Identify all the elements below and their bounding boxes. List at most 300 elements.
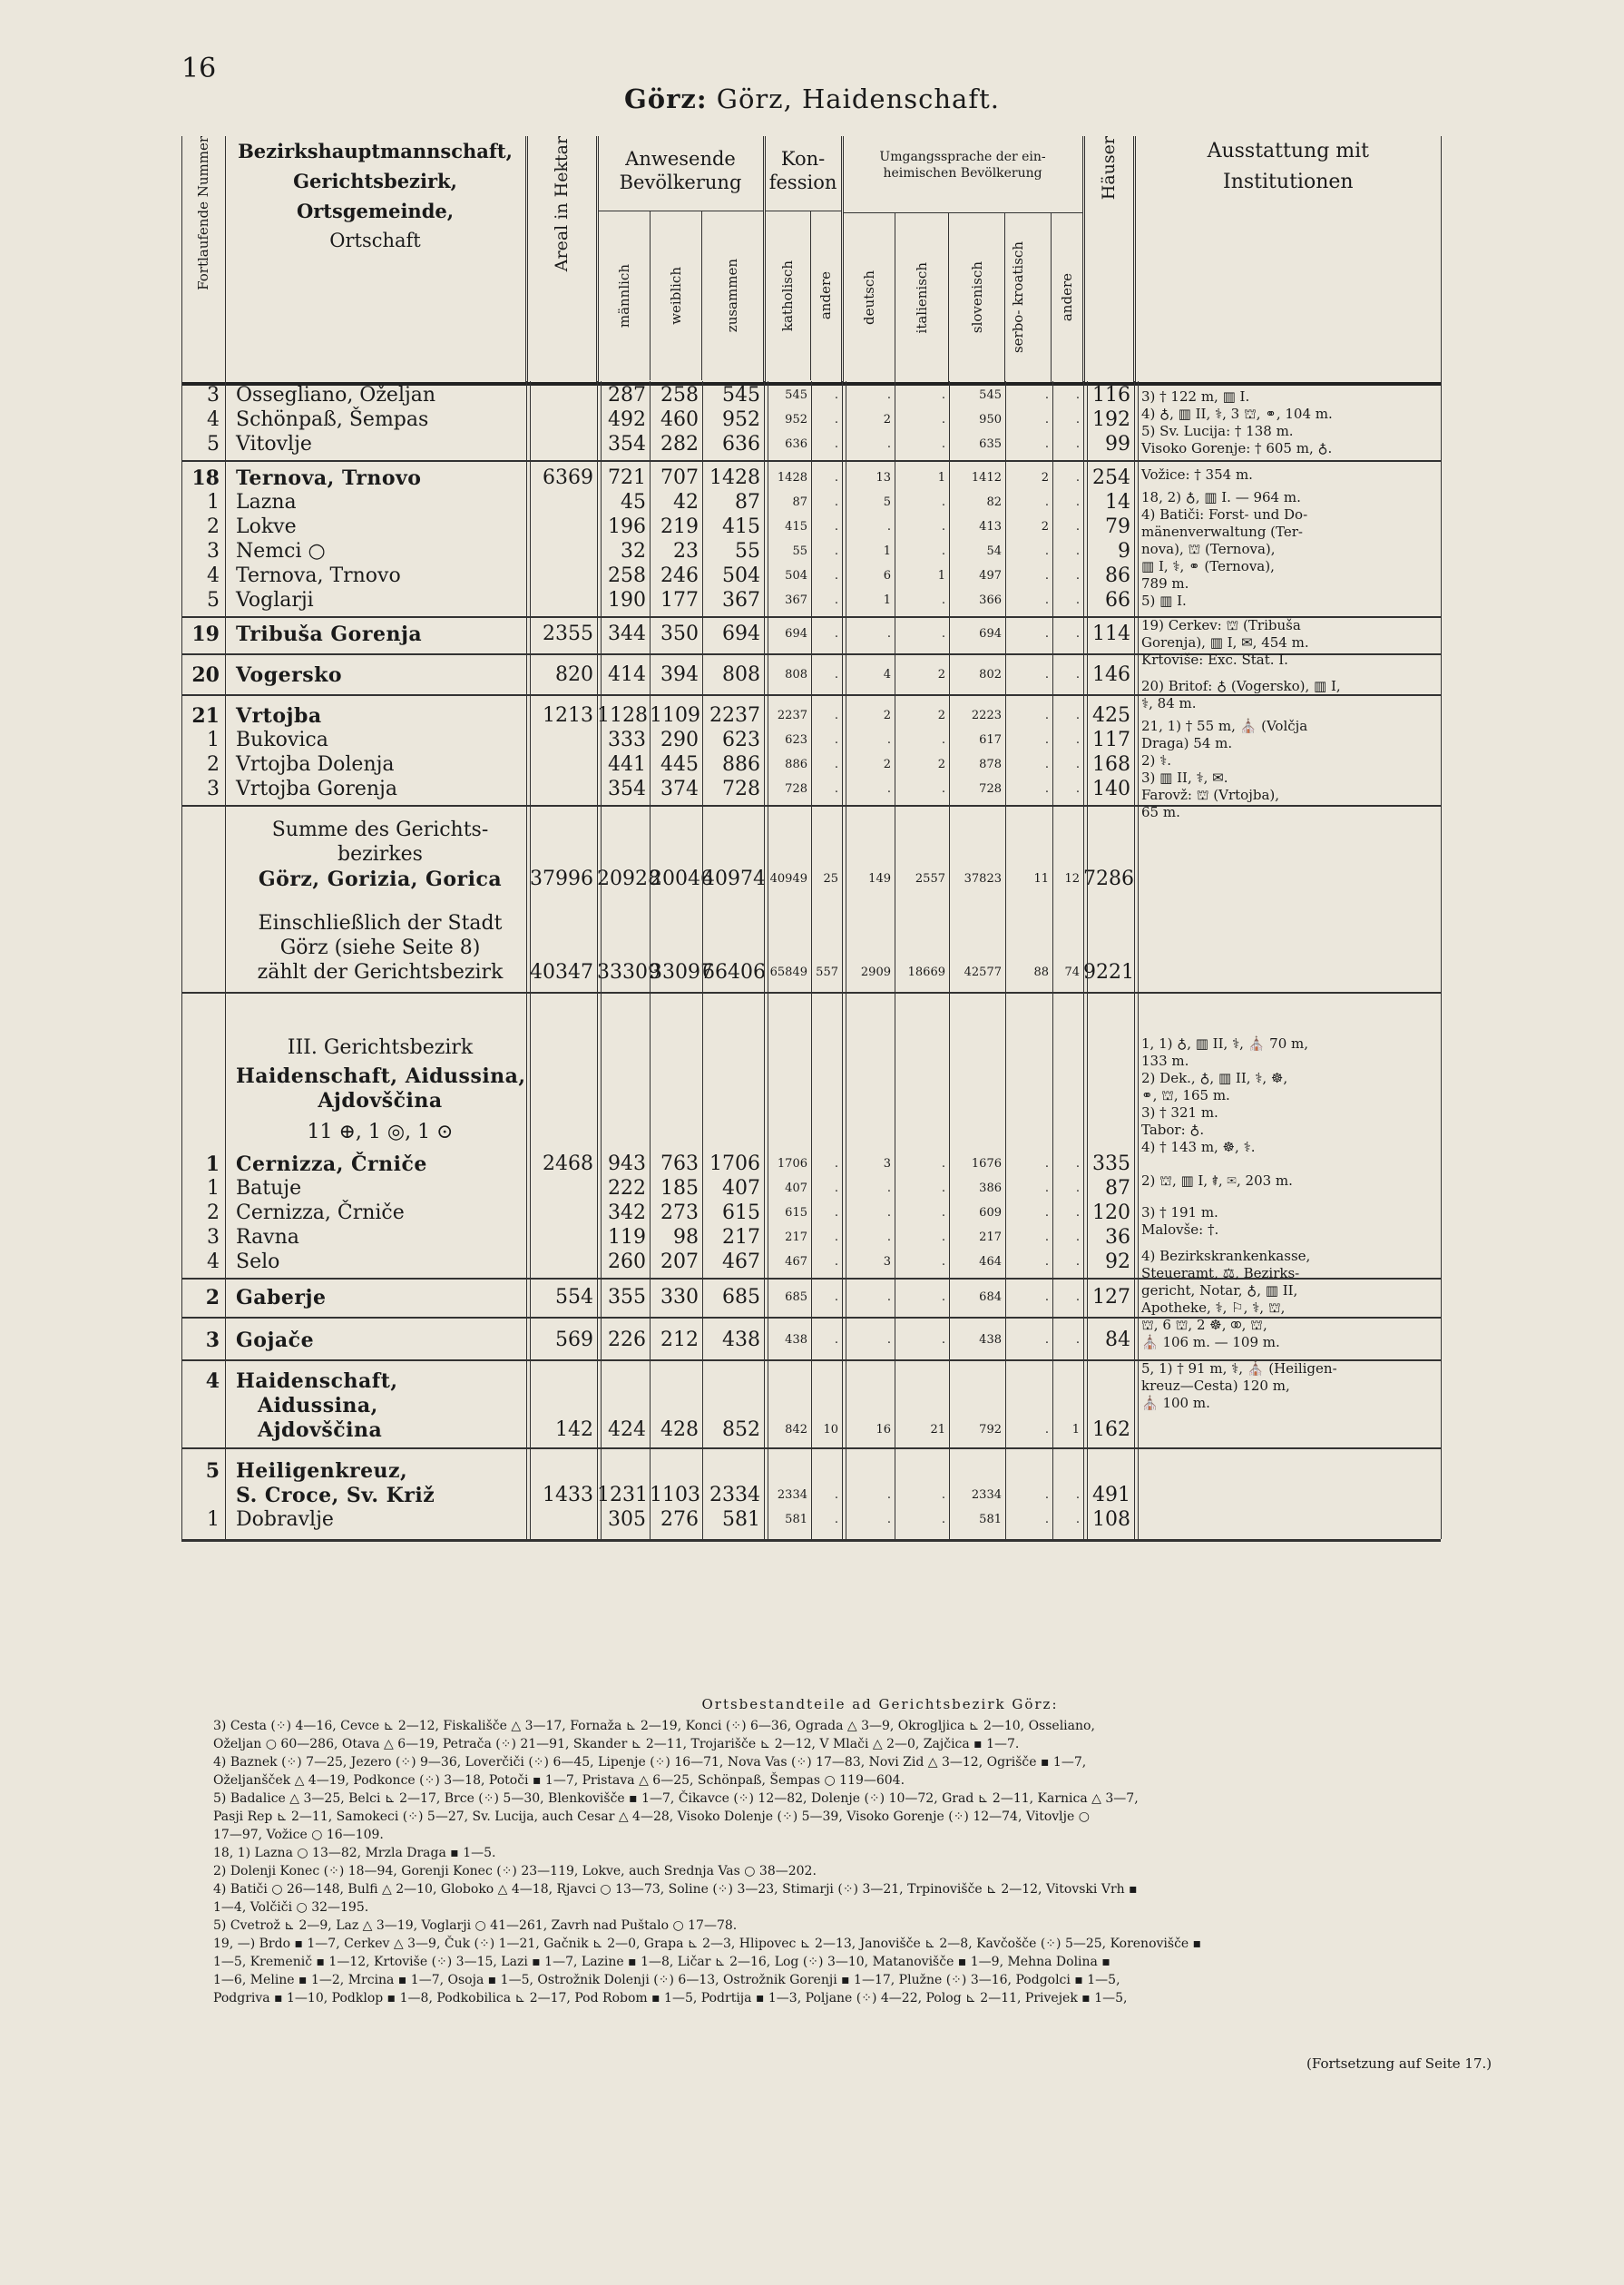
institution-entry: 5) ▥ I. bbox=[1141, 593, 1187, 609]
value-i: 21 bbox=[930, 1423, 945, 1437]
footnote-line: 19, —) Brdo ▪ 1—7, Cerkev △ 3—9, Čuk (⁘) 1—21, Gačnik ⊾ 2—0, Grapa ⊾ 2—3, Hlipovec ⊾ 2—13, Janovišče ⊾ 2—8, Kavčošče (⁘) 5—25, Korenovišče ▪ bbox=[213, 1937, 1202, 1951]
header-zusammen: zusammen bbox=[724, 259, 741, 333]
value-sk: . bbox=[1044, 627, 1049, 641]
column-divider bbox=[811, 381, 813, 1539]
value-a: 10 bbox=[823, 1423, 838, 1437]
value-a: . bbox=[834, 495, 838, 509]
areal-value: 1433 bbox=[543, 1484, 593, 1506]
value-d: 16 bbox=[876, 1423, 891, 1437]
value-s: 1412 bbox=[971, 471, 1002, 485]
value-h: 86 bbox=[1105, 564, 1130, 587]
institution-entry: 3) † 191 m. bbox=[1141, 1204, 1218, 1221]
value-a: . bbox=[834, 413, 838, 427]
value-an: . bbox=[1075, 627, 1080, 641]
value-w: 445 bbox=[660, 753, 699, 776]
value-k: 685 bbox=[785, 1290, 807, 1304]
value-sk: . bbox=[1044, 388, 1049, 402]
stadt-line-2: Görz (siehe Seite 8) bbox=[279, 937, 481, 959]
header-ortschaft-2: Gerichtsbezirk, bbox=[293, 170, 457, 192]
institution-entry: Tabor: ♁. bbox=[1141, 1122, 1205, 1138]
stadt-h: 9221 bbox=[1083, 961, 1134, 984]
value-z: 87 bbox=[735, 491, 760, 514]
value-k: 1428 bbox=[777, 471, 807, 485]
value-z: 852 bbox=[722, 1418, 760, 1441]
value-m: 190 bbox=[608, 589, 646, 612]
value-z: 694 bbox=[722, 623, 760, 645]
row-divider bbox=[181, 1539, 1441, 1542]
place-name: Haidenschaft, bbox=[236, 1369, 398, 1393]
place-name: Cernizza, Črniče bbox=[236, 1201, 405, 1224]
value-i: . bbox=[941, 1513, 945, 1526]
stadt-line-3: zählt der Gerichtsbezirk bbox=[257, 961, 504, 984]
value-an: . bbox=[1075, 471, 1080, 485]
value-d: 2 bbox=[883, 758, 891, 771]
value-m: 287 bbox=[608, 384, 646, 407]
value-sk: . bbox=[1044, 782, 1049, 796]
value-h: 66 bbox=[1105, 589, 1130, 612]
institution-entry: 3) † 122 m, ▥ I. bbox=[1141, 388, 1250, 405]
column-divider bbox=[842, 381, 846, 1539]
value-k: 545 bbox=[785, 388, 807, 402]
row-number: 4 bbox=[207, 1250, 220, 1273]
value-i: 1 bbox=[937, 569, 945, 583]
value-s: 464 bbox=[979, 1255, 1002, 1269]
value-z: 2334 bbox=[709, 1484, 760, 1506]
row-number: 1 bbox=[207, 491, 220, 514]
value-i: . bbox=[941, 520, 945, 534]
value-an: . bbox=[1075, 1333, 1080, 1347]
footnote-line: Oželjanšček △ 4—19, Podkonce (⁘) 3—18, Potoči ▪ 1—7, Pristava △ 6—25, Schönpaß, Šempas ○ 119—604. bbox=[213, 1773, 905, 1788]
institution-entry: ▥ I, ⚕, ⚭ (Ternova), bbox=[1141, 558, 1275, 574]
institution-entry: nova), ⛫ (Ternova), bbox=[1141, 541, 1276, 557]
value-i: . bbox=[941, 782, 945, 796]
value-i: . bbox=[941, 1488, 945, 1502]
header-nummer: Fortlaufende Nummer bbox=[194, 136, 211, 290]
place-name: Aidussina, bbox=[258, 1394, 378, 1417]
value-sk: . bbox=[1044, 544, 1049, 558]
column-divider bbox=[1083, 381, 1088, 1539]
footnote-line: 4) Batiči ○ 26—148, Bulfi △ 2—10, Globoko △ 4—18, Rjavci ○ 13—73, Soline (⁘) 3—23, Stimarji (⁘) 3—21, Trpinovišče ⊾ 2—12, Vitovski Vrh ▪ bbox=[213, 1882, 1138, 1897]
row-number: 1 bbox=[207, 729, 220, 751]
header-ortschaft-3: Ortsgemeinde, bbox=[296, 200, 455, 222]
value-d: . bbox=[886, 1333, 891, 1347]
value-sk: . bbox=[1044, 1231, 1049, 1244]
value-an: . bbox=[1075, 1206, 1080, 1220]
page-title-bold: Görz: bbox=[624, 83, 708, 114]
value-m: 32 bbox=[621, 540, 646, 563]
value-k: 728 bbox=[785, 782, 807, 796]
column-divider bbox=[702, 381, 704, 1539]
value-s: 82 bbox=[986, 495, 1002, 509]
summe-k: 40949 bbox=[769, 872, 807, 886]
value-a: . bbox=[834, 709, 838, 722]
header-andere2: andere bbox=[1058, 273, 1075, 322]
value-a: . bbox=[834, 593, 838, 607]
page-title-rest: Görz, Haidenschaft. bbox=[707, 83, 1000, 114]
value-s: 54 bbox=[986, 544, 1002, 558]
value-i: . bbox=[941, 1206, 945, 1220]
institution-entry: 4) Batiči: Forst- und Do- bbox=[1141, 506, 1308, 523]
value-i: . bbox=[941, 544, 945, 558]
row-number: 3 bbox=[207, 1226, 220, 1249]
value-d: 3 bbox=[883, 1255, 891, 1269]
value-s: 609 bbox=[979, 1206, 1002, 1220]
value-k: 467 bbox=[785, 1255, 807, 1269]
value-sk: . bbox=[1044, 437, 1049, 451]
value-w: 258 bbox=[660, 384, 699, 407]
footnote-line: 2) Dolenji Konec (⁘) 18—94, Gorenji Konec (⁘) 23—119, Lokve, auch Srednja Vas ○ 38—202. bbox=[213, 1864, 817, 1878]
value-h: 79 bbox=[1105, 515, 1130, 538]
row-number: 3 bbox=[205, 1329, 220, 1352]
value-m: 222 bbox=[608, 1177, 646, 1200]
stadt-d: 2909 bbox=[860, 966, 891, 979]
value-z: 581 bbox=[722, 1508, 760, 1531]
value-w: 185 bbox=[660, 1177, 699, 1200]
summe-s: 37823 bbox=[964, 872, 1002, 886]
value-h: 36 bbox=[1105, 1226, 1130, 1249]
institution-entry: Visoko Gorenje: † 605 m, ♁. bbox=[1141, 440, 1333, 456]
value-an: . bbox=[1075, 782, 1080, 796]
value-k: 415 bbox=[785, 520, 807, 534]
value-a: . bbox=[834, 569, 838, 583]
institution-entry: 4) ♁, ▥ II, ⚕, 3 ⛫, ⚭, 104 m. bbox=[1141, 406, 1333, 422]
place-name: Gojače bbox=[236, 1329, 315, 1352]
institution-entry: ⛪ 100 m. bbox=[1141, 1395, 1210, 1411]
place-name: Nemci ○ bbox=[236, 540, 326, 563]
value-an: . bbox=[1075, 668, 1080, 682]
row-number: 2 bbox=[207, 753, 220, 776]
place-name: Batuje bbox=[236, 1177, 302, 1200]
value-d: 2 bbox=[883, 709, 891, 722]
value-d: 13 bbox=[876, 471, 891, 485]
stadt-areal: 40347 bbox=[530, 961, 593, 984]
stadt-an: 74 bbox=[1064, 966, 1080, 979]
value-s: 1676 bbox=[971, 1157, 1002, 1171]
institution-entry: 20) Britof: ♁ (Vogersko), ▥ I, bbox=[1141, 678, 1341, 694]
value-w: 290 bbox=[660, 729, 699, 751]
institution-entry: 1, 1) ♁, ▥ II, ⚕, ⛪ 70 m, bbox=[1141, 1035, 1309, 1052]
value-m: 492 bbox=[608, 408, 646, 431]
value-a: . bbox=[834, 1255, 838, 1269]
value-h: 491 bbox=[1092, 1484, 1130, 1506]
value-h: 92 bbox=[1105, 1250, 1130, 1273]
value-s: 413 bbox=[979, 520, 1002, 534]
value-z: 545 bbox=[722, 384, 760, 407]
value-m: 258 bbox=[608, 564, 646, 587]
place-name: Vitovlje bbox=[236, 433, 312, 456]
value-z: 623 bbox=[722, 729, 760, 751]
value-an: . bbox=[1075, 733, 1080, 747]
value-z: 636 bbox=[722, 433, 760, 456]
footnote-line: 1—4, Volčiči ○ 32—195. bbox=[213, 1900, 369, 1915]
value-i: 2 bbox=[937, 758, 945, 771]
value-w: 273 bbox=[660, 1201, 699, 1224]
value-d: 4 bbox=[883, 668, 891, 682]
row-number: 4 bbox=[207, 564, 220, 587]
value-m: 414 bbox=[608, 663, 646, 686]
value-h: 192 bbox=[1092, 408, 1130, 431]
value-a: . bbox=[834, 758, 838, 771]
footnote-line: 3) Cesta (⁘) 4—16, Cevce ⊾ 2—12, Fiskališče △ 3—17, Fornaža ⊾ 2—19, Konci (⁘) 6—36, Ograda △ 3—9, Okrogljica ⊾ 2—10, Osseliano, bbox=[213, 1719, 1095, 1733]
column-divider bbox=[1441, 136, 1443, 1539]
value-sk: 2 bbox=[1041, 471, 1049, 485]
header-slovenisch: slovenisch bbox=[968, 261, 985, 334]
row-number: 5 bbox=[207, 433, 220, 456]
row-number: 2 bbox=[207, 1201, 220, 1224]
summe-a: 25 bbox=[823, 872, 838, 886]
areal-value: 2355 bbox=[543, 623, 593, 645]
value-h: 162 bbox=[1092, 1418, 1130, 1441]
value-z: 415 bbox=[722, 515, 760, 538]
value-d: . bbox=[886, 627, 891, 641]
place-name: Lokve bbox=[236, 515, 297, 538]
value-m: 1231 bbox=[597, 1484, 648, 1506]
value-m: 226 bbox=[608, 1329, 646, 1351]
value-m: 441 bbox=[608, 753, 646, 776]
value-i: . bbox=[941, 1231, 945, 1244]
value-sk: . bbox=[1044, 1423, 1049, 1437]
continuation-note: (Fortsetzung auf Seite 17.) bbox=[1306, 2055, 1492, 2072]
institution-entry: Steueramt, ⚖, Bezirks- bbox=[1141, 1265, 1300, 1281]
value-s: 497 bbox=[979, 569, 1002, 583]
value-k: 438 bbox=[785, 1333, 807, 1347]
value-m: 342 bbox=[608, 1201, 646, 1224]
value-d: . bbox=[886, 388, 891, 402]
footnote-line: 1—6, Meline ▪ 1—2, Mrcina ▪ 1—7, Osoja ▪ 1—5, Ostrožnik Dolenji (⁘) 6—13, Ostrožnik Gorenji ▪ 1—17, Plužne (⁘) 3—16, Podgolci ▪ 1—5, bbox=[213, 1973, 1120, 1987]
stadt-i: 18669 bbox=[907, 966, 945, 979]
value-d: . bbox=[886, 520, 891, 534]
institution-entry: 3) † 321 m. bbox=[1141, 1104, 1218, 1121]
value-a: . bbox=[834, 1513, 838, 1526]
column-divider bbox=[1052, 381, 1054, 1539]
footnote-line: 4) Baznek (⁘) 7—25, Jezero (⁘) 9—36, Loverčiči (⁘) 6—45, Lipenje (⁘) 16—71, Nova Vas (⁘) 17—83, Novi Zid △ 3—12, Ogrišče ▪ 1—7, bbox=[213, 1755, 1087, 1770]
value-sk: . bbox=[1044, 593, 1049, 607]
institution-entry: kreuz—Cesta) 120 m, bbox=[1141, 1378, 1290, 1394]
place-name: Tribuša Gorenja bbox=[236, 623, 423, 646]
header-ausstattung: Ausstattung mit Institutionen bbox=[1134, 136, 1441, 384]
stadt-sk: 88 bbox=[1033, 966, 1049, 979]
value-d: . bbox=[886, 1206, 891, 1220]
value-h: 87 bbox=[1105, 1177, 1130, 1200]
value-sk: 2 bbox=[1041, 520, 1049, 534]
place-name: Voglarji bbox=[236, 589, 314, 612]
place-name: Vogersko bbox=[236, 663, 342, 687]
page-number: 16 bbox=[181, 53, 217, 84]
column-divider bbox=[225, 381, 227, 1539]
value-a: . bbox=[834, 733, 838, 747]
value-i: . bbox=[941, 627, 945, 641]
footnote-line: Oželjan ○ 60—286, Otava △ 6—19, Petrača (⁘) 21—91, Skander ⊾ 2—11, Trojarišče ⊾ 2—12, V Mlači △ 2—0, Zajčica ▪ 1—7. bbox=[213, 1737, 1020, 1751]
value-w: 276 bbox=[660, 1508, 699, 1531]
institution-entry: 5) Sv. Lucija: † 138 m. bbox=[1141, 423, 1294, 439]
value-an: . bbox=[1075, 1488, 1080, 1502]
institution-entry: Krtoviše: Exc. Stat. I. bbox=[1141, 652, 1288, 668]
value-h: 108 bbox=[1092, 1508, 1130, 1531]
value-h: 335 bbox=[1092, 1152, 1130, 1175]
value-a: . bbox=[834, 782, 838, 796]
footnote-line: 18, 1) Lazna ○ 13—82, Mrzla Draga ▪ 1—5. bbox=[213, 1846, 496, 1860]
value-w: 330 bbox=[660, 1286, 699, 1309]
value-h: 84 bbox=[1105, 1329, 1130, 1351]
value-z: 504 bbox=[722, 564, 760, 587]
value-sk: . bbox=[1044, 1513, 1049, 1526]
value-sk: . bbox=[1044, 1206, 1049, 1220]
value-sk: . bbox=[1044, 495, 1049, 509]
place-name: Ossegliano, Oželjan bbox=[236, 384, 436, 407]
value-sk: . bbox=[1044, 1255, 1049, 1269]
header-umgangssprache: Umgangssprache der ein- heimischen Bevölkerung bbox=[844, 136, 1082, 213]
footnote-line: Podgriva ▪ 1—10, Podklop ▪ 1—8, Podkobilica ⊾ 2—17, Pod Robom ▪ 1—5, Podrtija ▪ 1—3, Poljane (⁘) 4—22, Polog ⊾ 2—11, Privejek ▪ 1—5, bbox=[213, 1991, 1128, 2006]
value-d: . bbox=[886, 1231, 891, 1244]
areal-value: 554 bbox=[555, 1286, 593, 1309]
value-w: 707 bbox=[660, 466, 699, 489]
value-a: . bbox=[834, 1488, 838, 1502]
institution-entry: gericht, Notar, ♁, ▥ II, bbox=[1141, 1282, 1298, 1299]
areal-value: 569 bbox=[555, 1329, 593, 1351]
value-s: 802 bbox=[979, 668, 1002, 682]
page-title bbox=[0, 83, 1624, 114]
value-a: . bbox=[834, 1290, 838, 1304]
column-divider bbox=[650, 381, 651, 1539]
value-m: 344 bbox=[608, 623, 646, 645]
place-name: Vrtojba Gorenja bbox=[236, 778, 397, 800]
value-k: 615 bbox=[785, 1206, 807, 1220]
value-z: 1706 bbox=[709, 1152, 760, 1175]
column-divider bbox=[764, 381, 768, 1539]
value-s: 581 bbox=[979, 1513, 1002, 1526]
value-z: 952 bbox=[722, 408, 760, 431]
value-s: 684 bbox=[979, 1290, 1002, 1304]
summe-h: 7286 bbox=[1083, 868, 1134, 890]
value-k: 694 bbox=[785, 627, 807, 641]
place-name: Ravna bbox=[236, 1226, 299, 1249]
value-a: . bbox=[834, 627, 838, 641]
value-z: 467 bbox=[722, 1250, 760, 1273]
value-an: . bbox=[1075, 1182, 1080, 1195]
value-d: . bbox=[886, 437, 891, 451]
footnote-line: 5) Cvetrož ⊾ 2—9, Laz △ 3—19, Voglarji ○ 41—261, Zavrh nad Puštalo ○ 17—78. bbox=[213, 1918, 738, 1933]
summe-line-3: Görz, Gorizia, Gorica bbox=[258, 868, 503, 891]
value-k: 636 bbox=[785, 437, 807, 451]
value-s: 2334 bbox=[971, 1488, 1002, 1502]
institution-entry: ⛫, 6 ⛫, 2 ☸, ⚭, ⛫, bbox=[1141, 1317, 1267, 1333]
value-s: 950 bbox=[979, 413, 1002, 427]
value-w: 219 bbox=[660, 515, 699, 538]
stadt-a: 557 bbox=[816, 966, 838, 979]
institution-entry: ⚕, 84 m. bbox=[1141, 695, 1197, 711]
value-s: 728 bbox=[979, 782, 1002, 796]
value-sk: . bbox=[1044, 709, 1049, 722]
value-k: 2334 bbox=[777, 1488, 807, 1502]
value-m: 119 bbox=[608, 1226, 646, 1249]
value-z: 407 bbox=[722, 1177, 760, 1200]
value-w: 374 bbox=[660, 778, 699, 800]
value-z: 2237 bbox=[709, 704, 760, 727]
institution-entry: 2) ⛫, ▥ I, ⚕, ✉, 203 m. bbox=[1141, 1172, 1293, 1189]
value-s: 386 bbox=[979, 1182, 1002, 1195]
value-m: 1128 bbox=[597, 704, 648, 727]
value-z: 886 bbox=[722, 753, 760, 776]
row-number: 5 bbox=[207, 589, 220, 612]
value-a: . bbox=[834, 1231, 838, 1244]
value-k: 842 bbox=[785, 1423, 807, 1437]
value-sk: . bbox=[1044, 1488, 1049, 1502]
value-an: . bbox=[1075, 495, 1080, 509]
value-sk: . bbox=[1044, 1182, 1049, 1195]
summe-line-1: Summe des Gerichts- bbox=[271, 819, 489, 841]
row-number: 4 bbox=[207, 408, 220, 431]
value-an: . bbox=[1075, 520, 1080, 534]
summe-d: 149 bbox=[868, 872, 891, 886]
value-w: 1109 bbox=[650, 704, 700, 727]
areal-value: 142 bbox=[555, 1418, 593, 1441]
column-divider bbox=[526, 381, 531, 1539]
value-d: 1 bbox=[883, 544, 891, 558]
row-number: 21 bbox=[191, 704, 220, 728]
header-haeuser: Häuser bbox=[1099, 136, 1120, 201]
areal-value: 6369 bbox=[543, 466, 593, 489]
value-z: 728 bbox=[722, 778, 760, 800]
value-w: 42 bbox=[673, 491, 699, 514]
value-z: 1428 bbox=[709, 466, 760, 489]
value-k: 55 bbox=[792, 544, 807, 558]
value-h: 425 bbox=[1092, 704, 1130, 727]
value-k: 623 bbox=[785, 733, 807, 747]
value-w: 212 bbox=[660, 1329, 699, 1351]
value-h: 9 bbox=[1118, 540, 1130, 563]
value-h: 127 bbox=[1092, 1286, 1130, 1309]
value-m: 260 bbox=[608, 1250, 646, 1273]
value-i: . bbox=[941, 1333, 945, 1347]
institution-entry: 5, 1) † 91 m, ⚕, ⛪ (Heiligen- bbox=[1141, 1360, 1337, 1377]
place-name: Selo bbox=[236, 1250, 280, 1273]
header-areal: Areal in Hektar bbox=[552, 136, 572, 272]
place-name: Ternova, Trnovo bbox=[236, 466, 422, 490]
value-w: 428 bbox=[660, 1418, 699, 1441]
value-an: . bbox=[1075, 1231, 1080, 1244]
institution-entry: 789 m. bbox=[1141, 575, 1189, 592]
value-a: . bbox=[834, 1333, 838, 1347]
value-s: 438 bbox=[979, 1333, 1002, 1347]
institution-entry: mänenverwaltung (Ter- bbox=[1141, 524, 1303, 540]
value-i: . bbox=[941, 437, 945, 451]
place-name: Cernizza, Črniče bbox=[236, 1152, 427, 1176]
row-number: 3 bbox=[207, 778, 220, 800]
value-w: 98 bbox=[673, 1226, 699, 1249]
institution-entry: 4) Bezirkskrankenkasse, bbox=[1141, 1248, 1311, 1264]
value-w: 394 bbox=[660, 663, 699, 686]
value-z: 438 bbox=[722, 1329, 760, 1351]
value-w: 246 bbox=[660, 564, 699, 587]
value-h: 120 bbox=[1092, 1201, 1130, 1224]
summe-areal: 37996 bbox=[530, 868, 593, 890]
value-a: . bbox=[834, 1157, 838, 1171]
place-name: Heiligenkreuz, bbox=[236, 1459, 408, 1483]
value-a: . bbox=[834, 1206, 838, 1220]
value-k: 808 bbox=[785, 668, 807, 682]
header-ortschaft-1: Bezirkshauptmannschaft, bbox=[238, 140, 513, 162]
value-i: . bbox=[941, 388, 945, 402]
place-name: S. Croce, Sv. Križ bbox=[236, 1484, 435, 1507]
areal-value: 820 bbox=[555, 663, 593, 686]
value-sk: . bbox=[1044, 668, 1049, 682]
summe-line-2: bezirkes bbox=[338, 843, 423, 866]
value-i: . bbox=[941, 1182, 945, 1195]
footnote-line: 17—97, Vožice ○ 16—109. bbox=[213, 1828, 384, 1842]
footnotes bbox=[213, 1695, 1547, 2007]
summe-an: 12 bbox=[1064, 872, 1080, 886]
bezirk-title: III. Gerichtsbezirk bbox=[287, 1036, 474, 1059]
